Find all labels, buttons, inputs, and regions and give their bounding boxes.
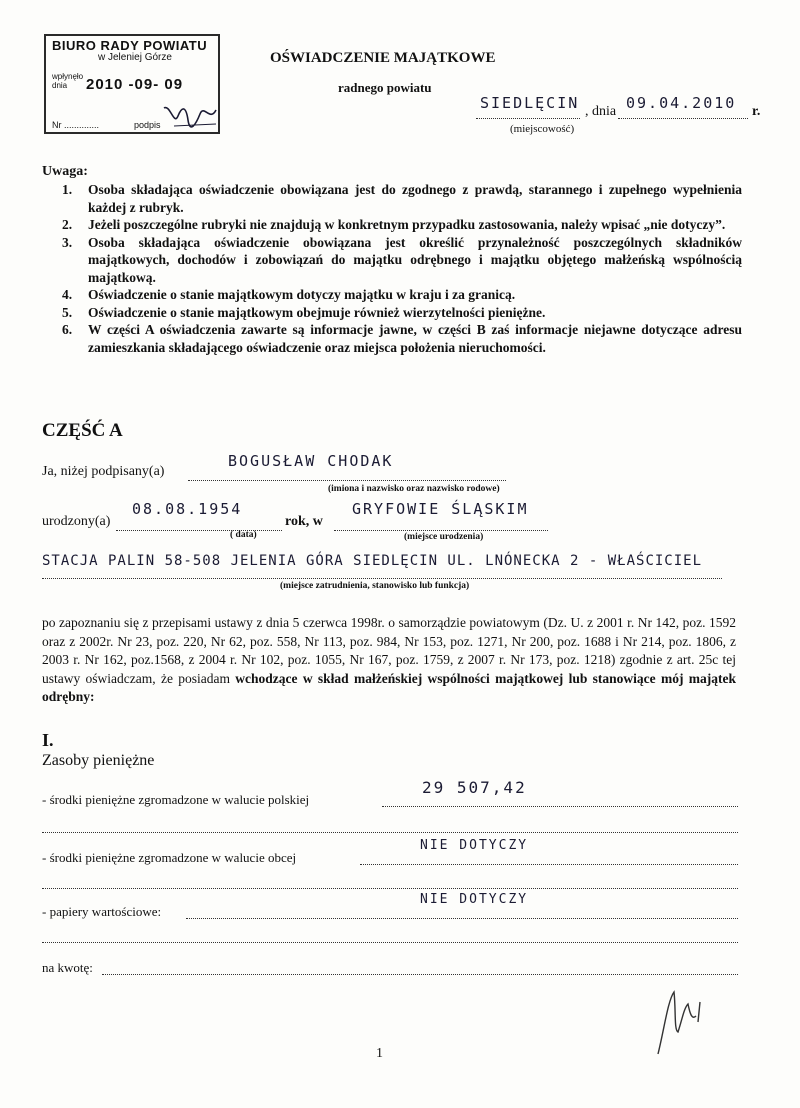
dnia-label: , dnia	[585, 104, 617, 119]
page-number: 1	[376, 1046, 383, 1061]
initials-signature	[640, 980, 720, 1060]
employment-value: STACJA PALIN 58-508 JELENIA GÓRA SIEDLĘCIN UL. LNÓNECKA 2 - WŁAŚCICIEL	[42, 553, 703, 569]
securities-value: NIE DOTYCZY	[420, 892, 529, 907]
note-item: 4. Oświadczenie o stanie majątkowym dotyczy majątku w kraju i za granicą.	[62, 287, 516, 302]
statement-paragraph: po zapoznaniu się z przepisami ustawy z dnia 5 czerwca 1998r. o samorządzie powiatowym (Dz. U. z 2001 r. Nr 142, poz. 1592 oraz z 2002r. Nr 23, poz. 220, Nr 62, poz. 558, Nr 113, poz. 984, Nr 153, poz. 1271, Nr 200, poz. 1688 i Nr 214, poz. 1806, z 2003 r. Nr 162, poz.1568, z 2004 r. Nr 102, poz. 1055, Nr 167, poz. 1759, z 2007 r. Nr 173, poz. 1218) zgodnie z art. 25c tej ustawy oświadczam, że posiadam wchodzące w skład małżeńskiej wspólności majątkowej lub stanowiące mój majątek odrębny:	[42, 615, 736, 704]
document-subtitle: radnego powiatu	[338, 80, 432, 95]
section-number: I.	[42, 730, 54, 750]
stamp-received-label: wpłynęło dnia	[52, 72, 84, 90]
notes-list	[62, 181, 742, 356]
employment-caption: (miejsce zatrudnienia, stanowisko lub funkcja)	[280, 581, 470, 591]
place-caption: (miejscowość)	[510, 123, 575, 135]
notes-title: Uwaga:	[42, 164, 88, 179]
stamp-nr-label: Nr ..............	[52, 120, 100, 130]
date-value: 09.04.2010	[626, 94, 737, 112]
name-caption: (imiona i nazwisko oraz nazwisko rodowe)	[328, 484, 500, 494]
note-item: 3. Osoba składająca oświadczenie obowiązana jest określić przynależność poszczególnych składników majątkowych, dochodów i zobowiązań do majątku odrębnego i majątku objętego małżeńską wspólnością majątkową.	[62, 234, 742, 285]
date-caption: ( data)	[230, 530, 257, 540]
declarant-label: Ja, niżej podpisany(a)	[42, 464, 165, 479]
note-item: 2. Jeżeli poszczególne rubryki nie znajdują w konkretnym przypadku zastosowania, należy wpisać „nie dotyczy”.	[62, 217, 726, 232]
pln-funds-value: 29 507,42	[422, 778, 527, 797]
pln-funds-label: - środki pieniężne zgromadzone w walucie polskiej	[42, 792, 310, 807]
foreign-funds-field-line	[360, 848, 738, 865]
stamp-signature-scribble	[160, 102, 220, 130]
birth-place-value: GRYFOWIE ŚLĄSKIM	[352, 500, 529, 518]
stamp-date: 2010 -09- 09	[86, 76, 184, 93]
note-item: 5. Oświadczenie o stanie majątkowym obejmuje również wierzytelności pieniężne.	[62, 304, 546, 320]
foreign-funds-value: NIE DOTYCZY	[420, 838, 529, 853]
year-suffix: r.	[752, 104, 761, 119]
foreign-funds-continuation-line	[42, 872, 738, 889]
stamp-city: w Jeleniej Górze	[98, 52, 172, 63]
amount-label: na kwotę:	[42, 960, 93, 975]
part-a-heading: CZĘŚĆ A	[42, 420, 123, 441]
foreign-funds-label: - środki pieniężne zgromadzone w walucie obcej	[42, 850, 297, 865]
stamp-office: BIURO RADY POWIATU	[52, 38, 208, 53]
name-value: BOGUSŁAW CHODAK	[228, 452, 394, 470]
place-value: SIEDLĘCIN	[480, 94, 580, 112]
securities-continuation-line	[42, 926, 738, 943]
birth-date-value: 08.08.1954	[132, 500, 243, 518]
note-item: 1. Osoba składająca oświadczenie obowiązana jest do zgodnego z prawdą, starannego i zupełnego wypełnienia każdej z rubryk.	[62, 182, 742, 215]
note-item: 6. W części A oświadczenia zawarte są informacje jawne, w części B zaś informacje niejawne dotyczące adresu zamieszkania składającego oświadczenie oraz miejsca położenia nieruchomości.	[62, 322, 742, 355]
birthplace-caption: (miejsce urodzenia)	[404, 532, 484, 542]
securities-label: - papiery wartościowe:	[42, 904, 162, 919]
received-stamp	[44, 34, 220, 134]
amount-field-line	[102, 958, 738, 975]
section-title: Zasoby pieniężne	[42, 752, 155, 769]
document-title: OŚWIADCZENIE MAJĄTKOWE	[270, 50, 496, 66]
rok-label: rok, w	[285, 514, 323, 529]
stamp-podpis-label: podpis	[134, 120, 161, 130]
pln-funds-continuation-line	[42, 816, 738, 833]
born-label: urodzony(a)	[42, 514, 111, 529]
